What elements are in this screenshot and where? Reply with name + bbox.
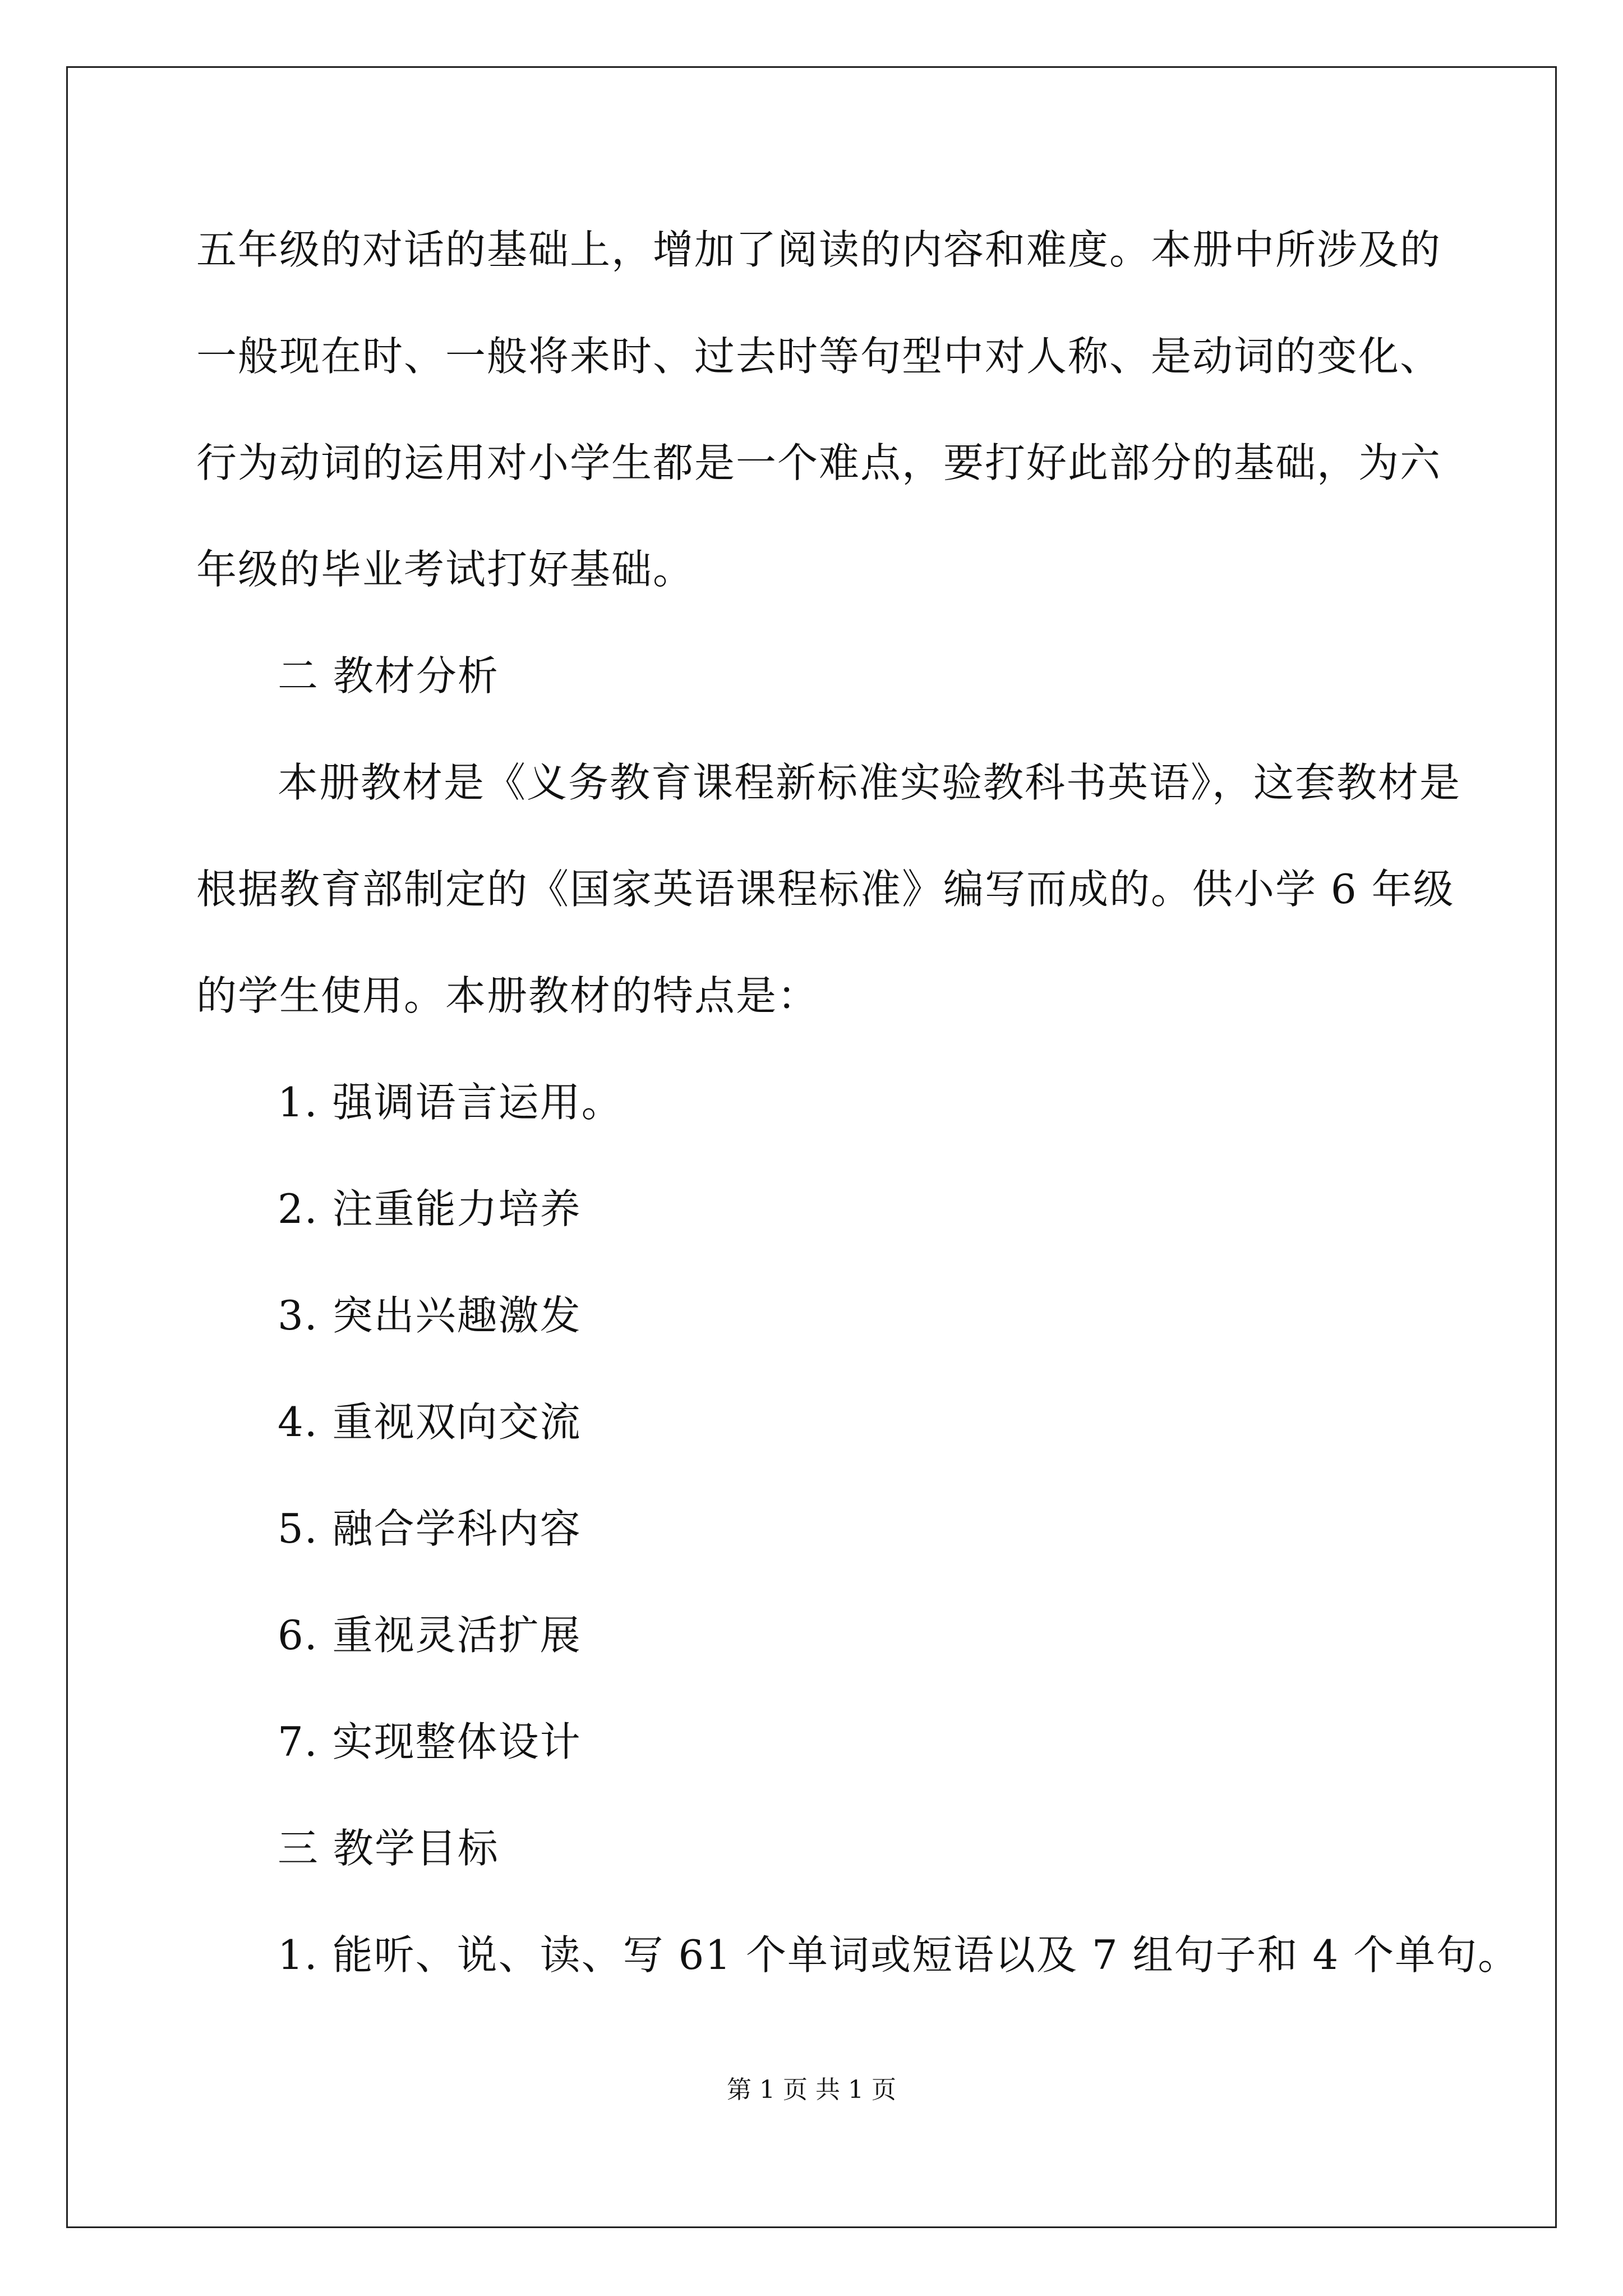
paragraph-line: 根据教育部制定的《国家英语课程标准》编写而成的。供小学 6 年级: [196, 866, 1455, 913]
paragraph-line: 行为动词的运用对小学生都是一个难点，要打好此部分的基础，为六: [196, 439, 1442, 486]
list-item: 6. 重视灵活扩展: [278, 1612, 582, 1659]
list-item: 4. 重视双向交流: [278, 1398, 582, 1446]
paragraph-line: 五年级的对话的基础上，增加了阅读的内容和难度。本册中所涉及的: [196, 226, 1442, 273]
list-item: 1. 能听、说、读、写 61 个单词或短语以及 7 组句子和 4 个单句。: [278, 1931, 1520, 1978]
page-footer: 第 1 页 共 1 页: [727, 2076, 896, 2104]
list-item: 2. 注重能力培养: [278, 1185, 582, 1232]
paragraph-line: 的学生使用。本册教材的特点是：: [196, 972, 819, 1019]
list-item: 1. 强调语言运用。: [278, 1079, 623, 1126]
list-item: 7. 实现整体设计: [278, 1718, 582, 1765]
list-item: 5. 融合学科内容: [278, 1505, 582, 1552]
paragraph-line: 年级的毕业考试打好基础。: [196, 546, 695, 593]
list-item: 3. 突出兴趣激发: [278, 1292, 582, 1339]
page-border: [66, 66, 1557, 2228]
paragraph-line: 本册教材是《义务教育课程新标准实验教科书英语》，这套教材是: [278, 759, 1461, 806]
section-heading-teaching-goals: 三 教学目标: [278, 1825, 499, 1872]
paragraph-line: 一般现在时、一般将来时、过去时等句型中对人称、是动词的变化、: [196, 333, 1442, 380]
section-heading-textbook-analysis: 二 教材分析: [278, 652, 499, 700]
